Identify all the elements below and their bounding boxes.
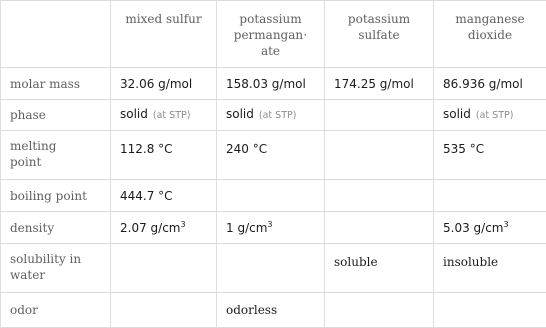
row-label-phase (1, 100, 111, 131)
cell-value: solid (226, 107, 254, 121)
cell (111, 244, 217, 293)
cell (325, 212, 434, 244)
column-header-line: permangan⋅ (233, 28, 308, 42)
cell (111, 293, 217, 328)
cell (111, 100, 217, 131)
corner-cell (1, 1, 111, 68)
cell-value: insoluble (443, 255, 499, 269)
row-label-text: water (10, 268, 46, 282)
cell-value: 112.8 °C (120, 142, 173, 156)
cell (217, 131, 325, 180)
column-header-potassium-sulfate (325, 1, 434, 68)
cell (325, 293, 434, 328)
row-label-text: melting (10, 139, 57, 153)
row-label-text: boiling point (10, 188, 87, 203)
cell (217, 68, 325, 100)
cell (325, 180, 434, 212)
column-header-line: potassium (239, 12, 302, 26)
cell-value: 2.07 g/cm (120, 220, 181, 235)
row-melting-point (1, 131, 546, 180)
row-molar-mass (1, 68, 546, 100)
cell (325, 244, 434, 293)
cell (434, 131, 546, 180)
cell (217, 212, 325, 244)
column-header-line: manganese (455, 12, 525, 26)
column-header-potassium-permanganate (217, 1, 325, 68)
row-label-text: point (10, 155, 42, 169)
column-header-line: potassium (347, 12, 411, 26)
row-label-melting-point (1, 131, 111, 180)
cell (325, 100, 434, 131)
cell-note: (at STP) (152, 110, 191, 121)
cell (217, 100, 325, 131)
column-header-line: dioxide (467, 28, 513, 42)
cell (111, 212, 217, 244)
cell-value: solid (443, 107, 471, 121)
cell (217, 293, 325, 328)
row-label-text: density (10, 220, 55, 235)
cell-value: odorless (226, 303, 278, 317)
cell-value: 174.25 g/mol (334, 76, 414, 91)
cell-superscript: 3 (267, 219, 273, 229)
row-label-density (1, 212, 111, 244)
row-boiling-point (1, 180, 546, 212)
column-header-manganese-dioxide (434, 1, 546, 68)
row-solubility-in-water (1, 244, 546, 293)
column-header-line: ate (260, 44, 281, 58)
cell (111, 68, 217, 100)
column-header-line: mixed sulfur (125, 12, 202, 26)
cell-value: 32.06 g/mol (120, 76, 193, 91)
cell-value: 1 g/cm (226, 220, 268, 235)
row-label-molar-mass (1, 68, 111, 100)
cell-value: 444.7 °C (120, 188, 173, 203)
cell-superscript: 3 (503, 219, 509, 229)
header-row (1, 1, 546, 68)
cell-superscript: 3 (180, 219, 186, 229)
column-header-line: sulfate (358, 28, 400, 42)
row-phase (1, 100, 546, 131)
cell (434, 212, 546, 244)
cell-value: 535 °C (443, 142, 485, 156)
cell-value: 86.936 g/mol (443, 76, 523, 91)
cell (434, 180, 546, 212)
row-density (1, 212, 546, 244)
cell (434, 100, 546, 131)
cell-value: 158.03 g/mol (226, 76, 306, 91)
cell (217, 244, 325, 293)
cell (434, 68, 546, 100)
cell (325, 68, 434, 100)
row-odor (1, 293, 546, 328)
column-header-mixed-sulfur (111, 1, 217, 68)
cell-note: (at STP) (258, 110, 297, 121)
cell-value: soluble (334, 255, 378, 269)
cell-value: solid (120, 107, 148, 121)
cell-value: 240 °C (226, 142, 268, 156)
cell-note: (at STP) (475, 110, 514, 121)
cell (434, 293, 546, 328)
row-label-text: molar mass (10, 76, 80, 91)
cell-value: 5.03 g/cm (443, 220, 504, 235)
row-label-boiling-point (1, 180, 111, 212)
row-label-odor (1, 293, 111, 328)
cell (434, 244, 546, 293)
cell (325, 131, 434, 180)
row-label-text: odor (10, 303, 38, 317)
cell (217, 180, 325, 212)
row-label-text: phase (10, 108, 46, 122)
cell (111, 131, 217, 180)
row-label-solubility-in-water (1, 244, 111, 293)
row-label-text: solubility in (10, 252, 82, 266)
cell (111, 180, 217, 212)
